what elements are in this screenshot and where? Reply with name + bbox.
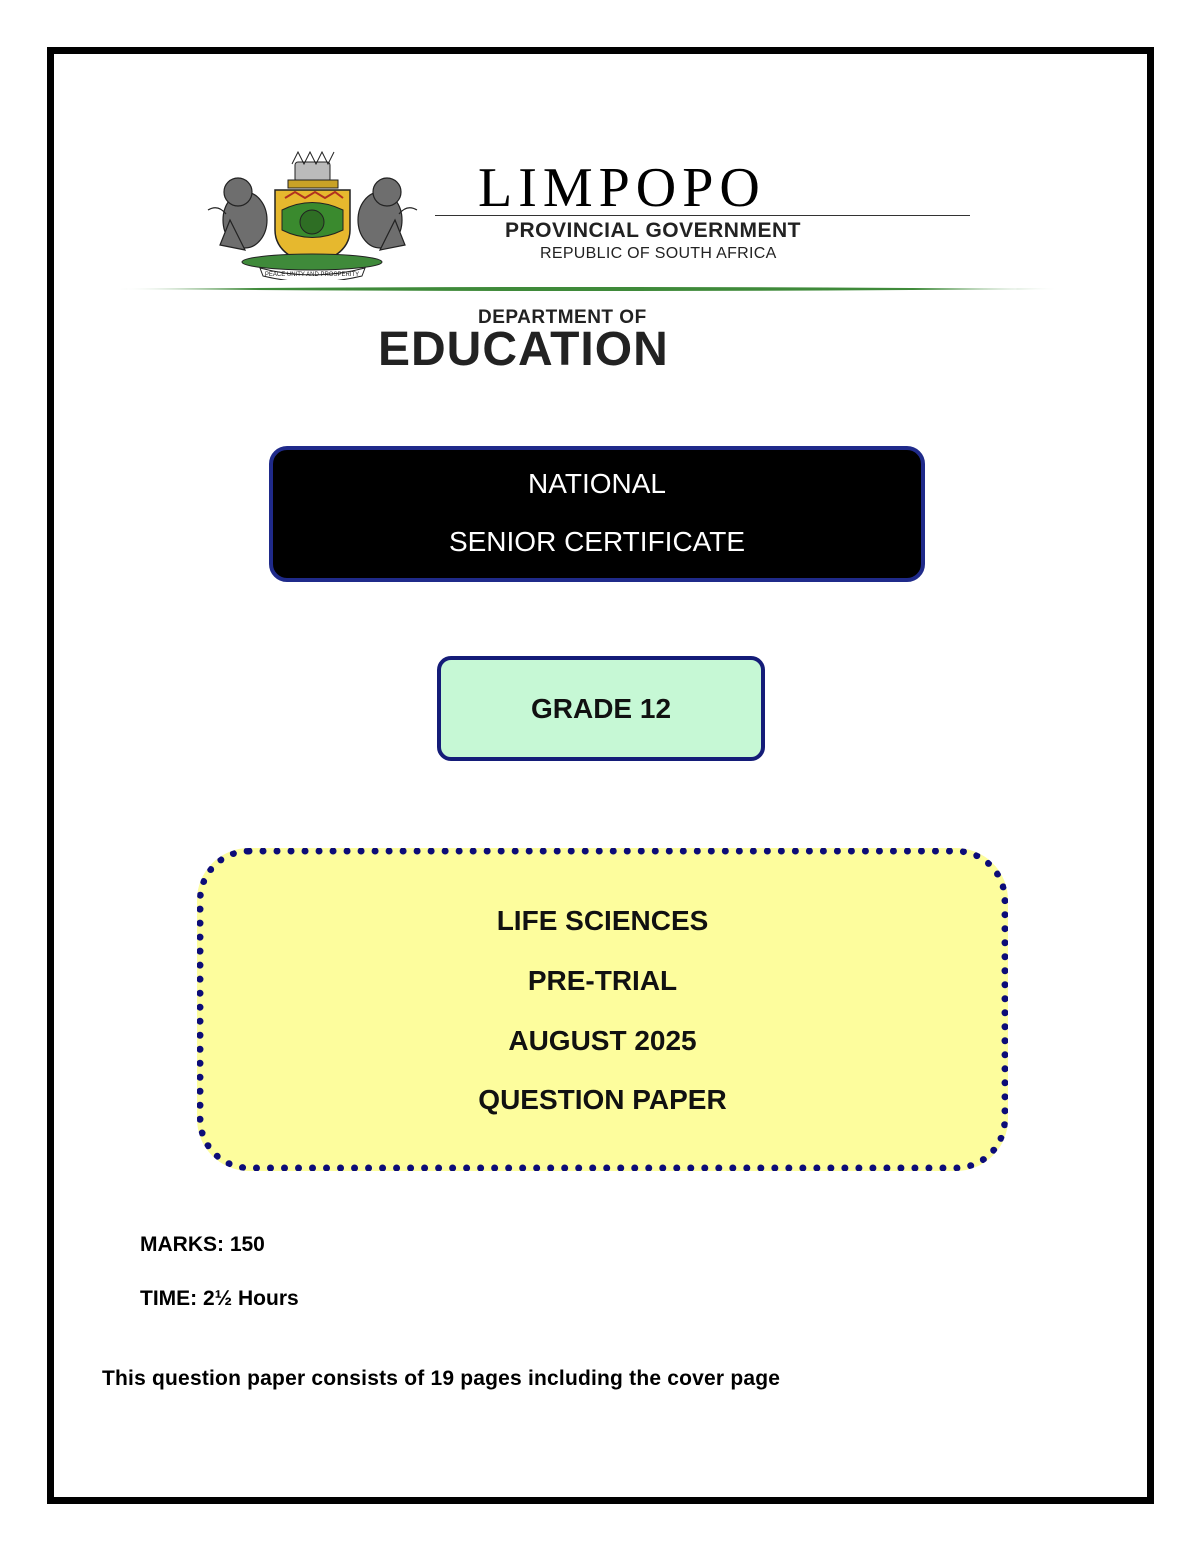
government-name: PROVINCIAL GOVERNMENT <box>505 219 801 242</box>
certificate-line-2: SENIOR CERTIFICATE <box>448 526 746 557</box>
page-count-note: This question paper consists of 19 pages including the cover page <box>102 1367 781 1390</box>
exam-name: PRE-TRIAL <box>527 965 678 996</box>
green-divider <box>120 286 1055 292</box>
grade-badge: GRADE 12 <box>437 656 765 761</box>
department-name: EDUCATION <box>378 323 669 376</box>
paper-type: QUESTION PAPER <box>478 1084 727 1115</box>
subject-name: LIFE SCIENCES <box>496 905 709 936</box>
time-allowed: TIME: 2½ Hours <box>140 1287 299 1310</box>
crest-motto: PEACE UNITY AND PROSPERITY <box>264 272 360 278</box>
department-prefix: DEPARTMENT OF <box>478 307 647 328</box>
country-name: REPUBLIC OF SOUTH AFRICA <box>540 245 777 262</box>
exam-date: AUGUST 2025 <box>508 1025 697 1056</box>
subject-panel <box>197 848 1008 1171</box>
certificate-banner <box>269 446 925 582</box>
coat-of-arms-logo <box>200 150 425 280</box>
title-underline <box>435 215 970 216</box>
certificate-line-1: NATIONAL <box>528 468 666 499</box>
marks-total: MARKS: 150 <box>140 1233 265 1256</box>
province-title: LIMPOPO <box>478 157 766 219</box>
